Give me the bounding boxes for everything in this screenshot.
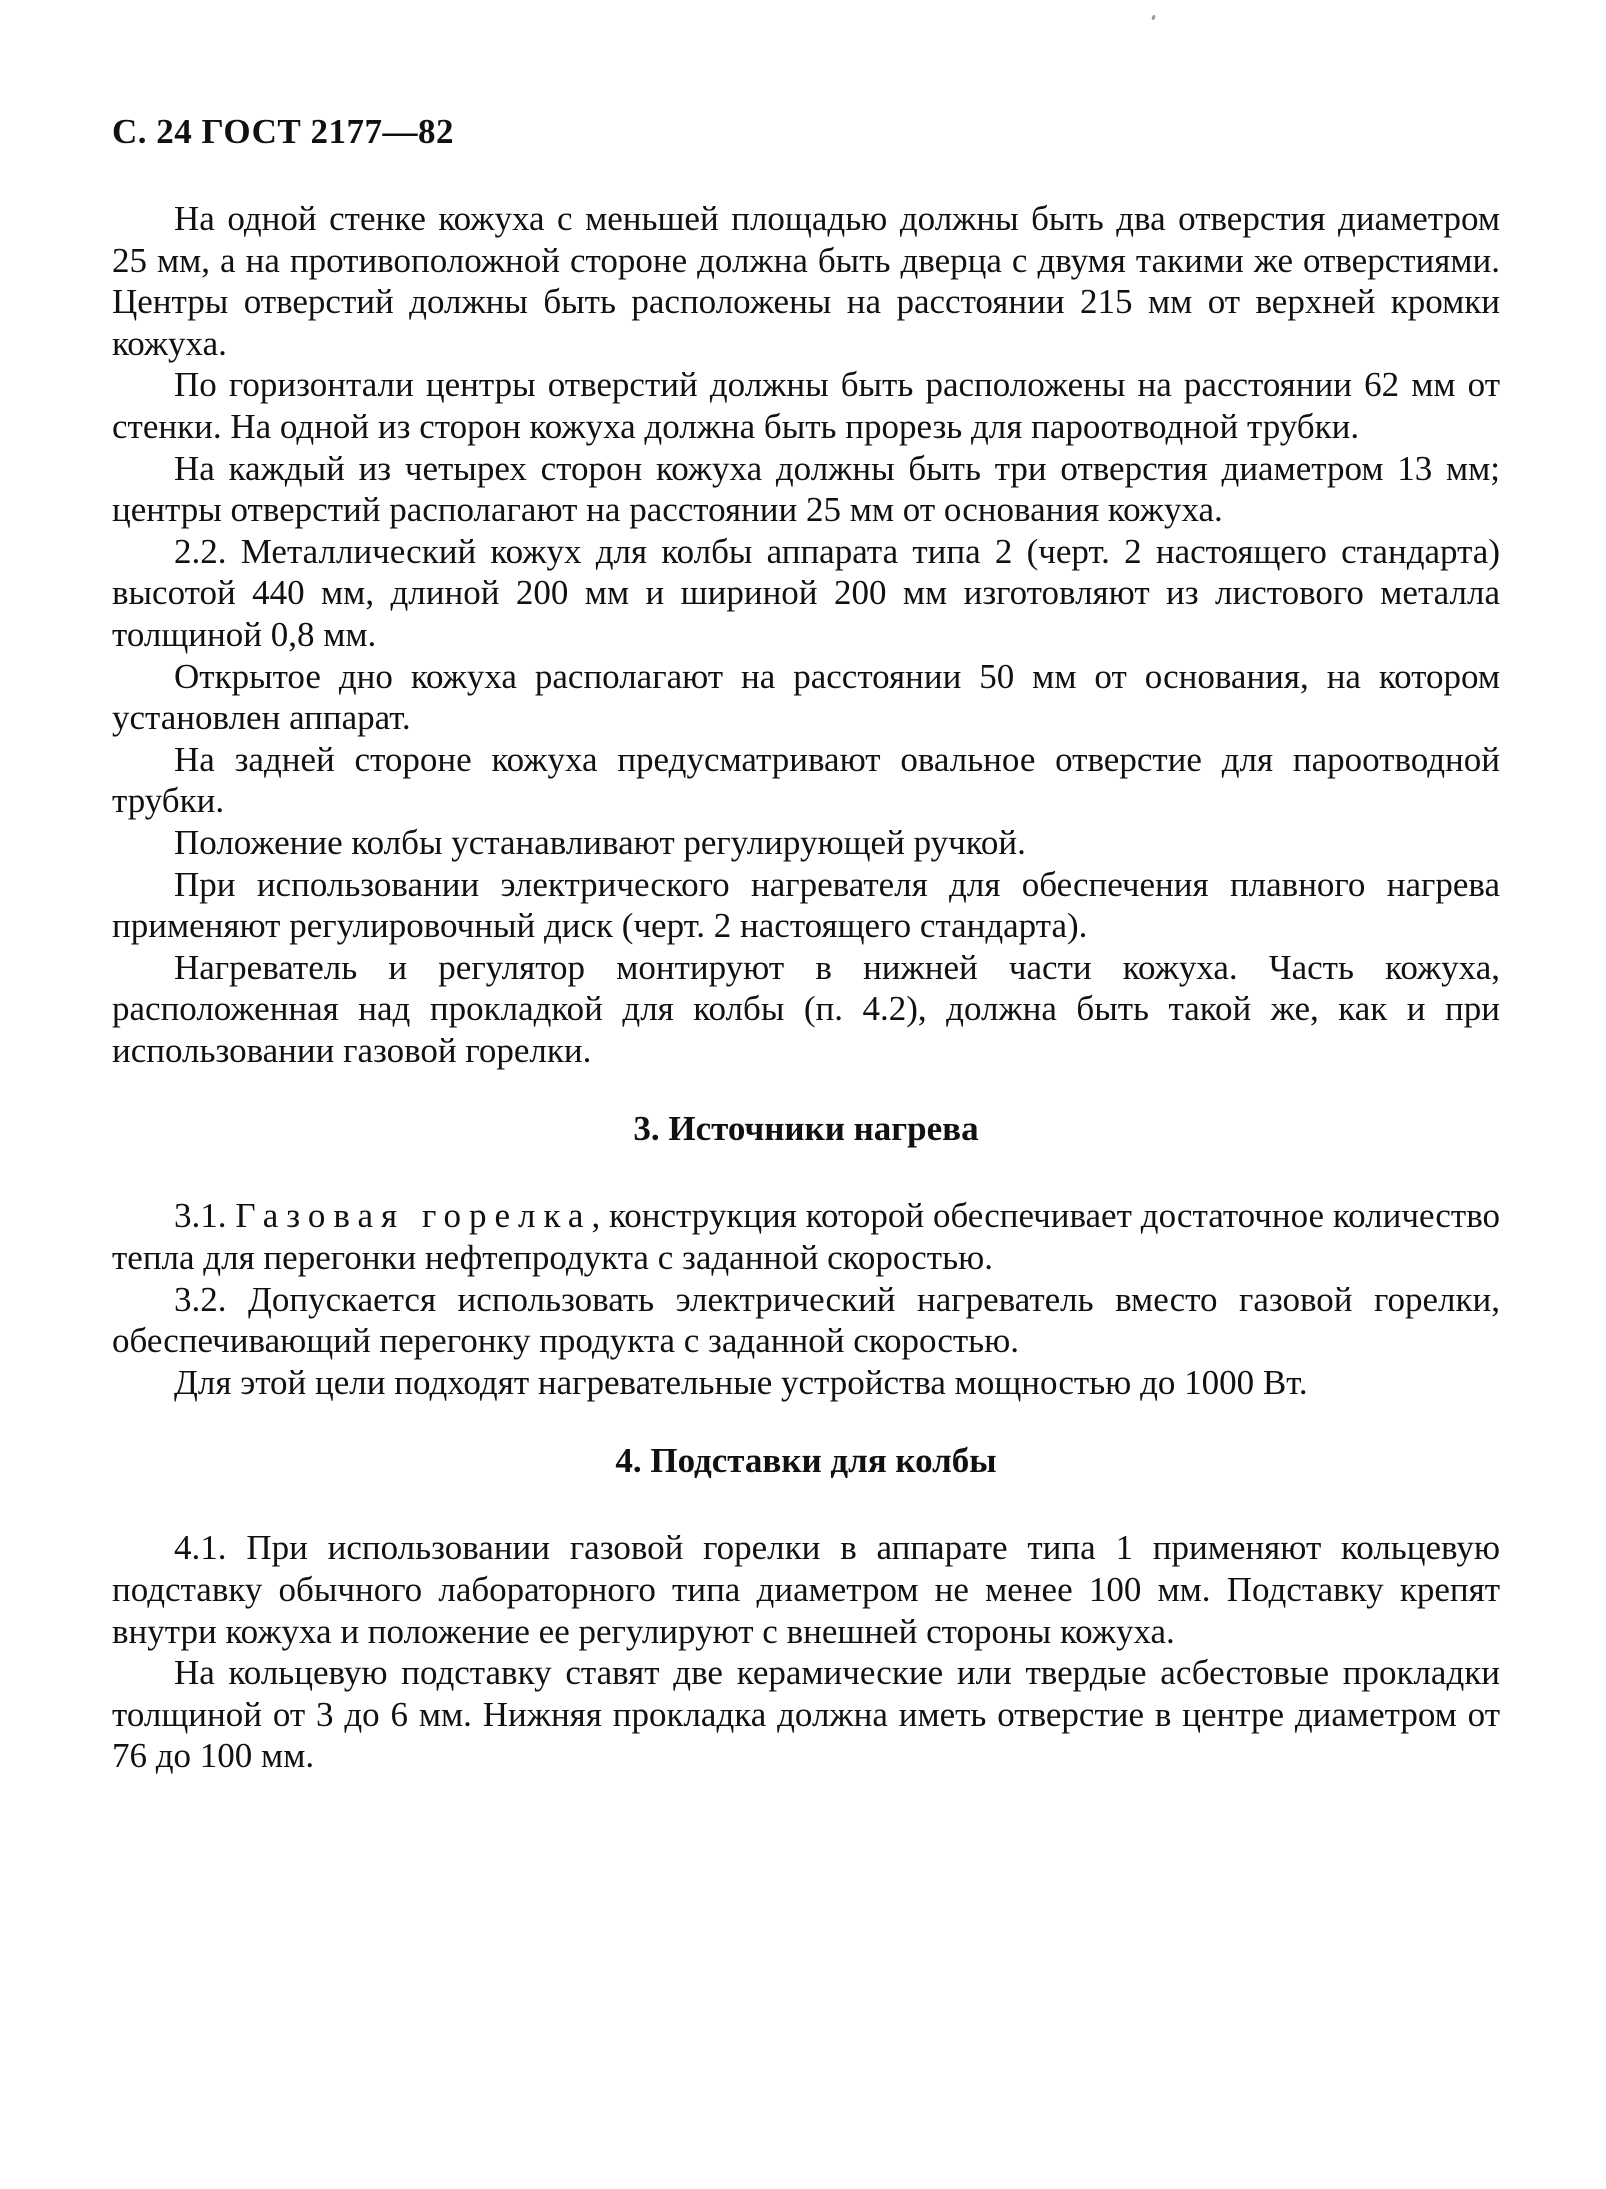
paragraph: Открытое дно кожуха располагают на расстоянии 50 мм от основания, на котором установлен аппарат. [112,656,1500,738]
scan-speck [1151,15,1156,21]
paragraph: При использовании электрического нагревателя для обеспечения плавного нагрева применяют регулировочный диск (черт. 2 настоящего стандарта). [112,864,1500,946]
defined-term: Газовая горелка [235,1196,592,1236]
paragraph: На задней стороне кожуха предусматривают овальное отверстие для пароотводной трубки. [112,739,1500,821]
paragraph-2-2: 2.2. Металлический кожух для колбы аппарата типа 2 (черт. 2 настоящего стандарта) высотой 440 мм, длиной 200 мм и шириной 200 мм изготовляют из листового металла толщиной 0,8 мм. [112,531,1500,654]
paragraph-3-1 [112,1195,1500,1278]
paragraph-3-2: 3.2. Допускается использовать электрический нагреватель вместо газовой горелки, обеспечивающий перегонку продукта с заданной скоростью. [112,1279,1500,1361]
paragraph-4-1: 4.1. При использовании газовой горелки в аппарате типа 1 применяют кольцевую подставку обычного лабораторного типа диаметром не менее 100 мм. Подставку крепят внутри кожуха и положение ее регулируют с внешней стороны кожуха. [112,1528,1500,1651]
paragraph: Положение колбы устанавливают регулирующей ручкой. [174,822,1026,862]
paragraph: На кольцевую подставку ставят две керамические или твердые асбестовые прокладки толщиной от 3 до 6 мм. Нижняя прокладка должна иметь отверстие в центре диаметром от 76 до 100 мм. [112,1653,1500,1776]
page-header: С. 24 ГОСТ 2177—82 [112,112,454,151]
paragraph: На каждый из четырех сторон кожуха должны быть три отверстия диаметром 13 мм; центры отверстий располагают на расстоянии 25 мм от основания кожуха. [112,448,1500,530]
section-3-body [112,1195,1500,1403]
clause-text: , конструкция которой обеспечивает достаточное количество тепла для перегонки нефтепродукта с заданной скоростью. [112,1196,1500,1278]
paragraph: По горизонтали центры отверстий должны быть расположены на расстоянии 62 мм от стенки. На одной из сторон кожуха должна быть прорезь для пароотводной трубки. [112,365,1500,446]
section-heading-heat-sources: 3. Источники нагрева [633,1109,979,1149]
clause-number: 3.1. [174,1196,227,1236]
paragraph: Для этой цели подходят нагревательные устройства мощностью до 1000 Вт. [174,1362,1308,1402]
section-4-body [112,1527,1500,1777]
paragraph: На одной стенке кожуха с меньшей площадью должны быть два отверстия диаметром 25 мм, а на противоположной стороне должна быть дверца с двумя такими же отверстиями. Центры отверстий должны быть расположены на расстоянии 215 мм от верхней кромки кожуха. [112,199,1500,363]
section-heading-flask-stands: 4. Подставки для колбы [615,1441,997,1481]
section-2-continuation [112,198,1500,1071]
document-page [112,110,1500,1777]
paragraph: Нагреватель и регулятор монтируют в нижней части кожуха. Часть кожуха, расположенная над прокладкой для колбы (п. 4.2), должна быть такой же, как и при использовании газовой горелки. [112,947,1500,1070]
